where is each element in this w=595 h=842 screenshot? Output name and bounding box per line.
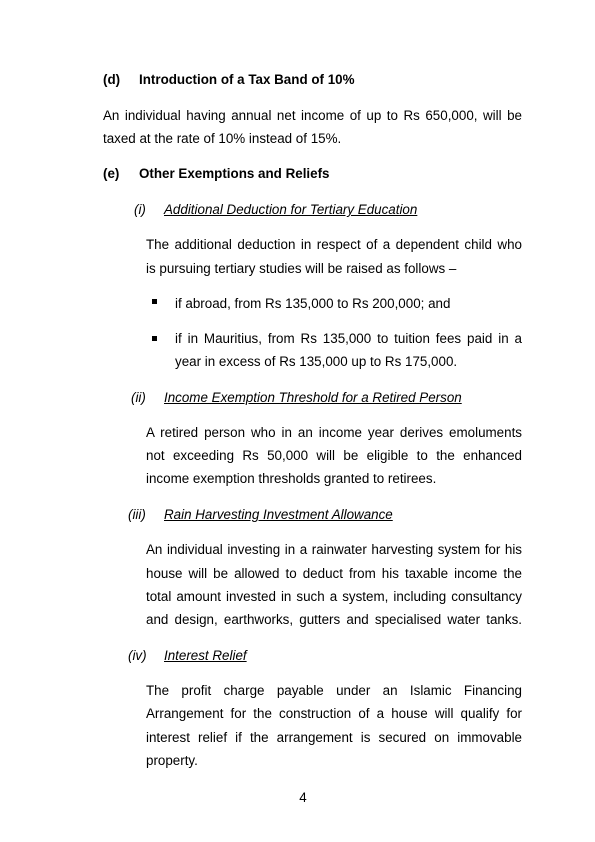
item-i-para-line-1: The additional deduction in respect of a dependent child who [146, 237, 522, 252]
item-iv-para-line-4: property. [146, 753, 198, 768]
item-iii-para-line-2: house will be allowed to deduct from his taxable income the [146, 566, 522, 581]
item-ii-para-line-1: A retired person who in an income year derives emoluments [146, 425, 522, 440]
item-i-number: (i) [134, 202, 146, 217]
item-iv-para-line-3: interest relief if the arrangement is secured on immovable [146, 730, 522, 745]
item-i-para-line-2: is pursuing tertiary studies will be raised as follows – [146, 261, 457, 276]
item-ii-title: Income Exemption Threshold for a Retired Person [164, 390, 462, 405]
bullet-marker [152, 299, 157, 304]
item-iv-para-line-1: The profit charge payable under an Islamic Financing [146, 683, 522, 698]
item-ii-para-line-2: not exceeding Rs 50,000 will be eligible to the enhanced [146, 448, 522, 463]
page-number: 4 [299, 790, 307, 805]
item-iv-title: Interest Relief [164, 648, 247, 663]
item-ii-para-line-3: income exemption thresholds granted to retirees. [146, 471, 437, 486]
section-e-label: (e) [103, 166, 120, 181]
item-i-bullet-2-line-1: if in Mauritius, from Rs 135,000 to tuition fees paid in a [175, 331, 522, 346]
item-iii-para-line-3: total amount invested in such a system, including consultancy [146, 589, 522, 604]
item-iii-para-line-1: An individual investing in a rainwater harvesting system for his [146, 542, 522, 557]
section-d-label: (d) [103, 72, 121, 87]
section-d-para-line-1: An individual having annual net income of up to Rs 650,000, will be [103, 108, 522, 123]
item-iv-number: (iv) [128, 648, 147, 663]
section-e-title: Other Exemptions and Reliefs [139, 166, 330, 181]
section-d-para-line-2: taxed at the rate of 10% instead of 15%. [103, 131, 342, 146]
item-i-title: Additional Deduction for Tertiary Education [164, 202, 418, 217]
item-iii-number: (iii) [128, 507, 146, 522]
item-i-bullet-2-line-2: year in excess of Rs 135,000 up to Rs 175,000. [175, 354, 458, 369]
item-iii-title: Rain Harvesting Investment Allowance [164, 507, 393, 522]
item-i-bullet-1-line-1: if abroad, from Rs 135,000 to Rs 200,000; and [175, 296, 451, 311]
bullet-marker [152, 336, 157, 341]
section-d-title: Introduction of a Tax Band of 10% [139, 72, 355, 87]
item-ii-number: (ii) [131, 390, 146, 405]
item-iv-para-line-2: Arrangement for the construction of a house will qualify for [146, 706, 522, 721]
item-iii-para-line-4: and design, earthworks, gutters and specialised water tanks. [146, 612, 522, 627]
